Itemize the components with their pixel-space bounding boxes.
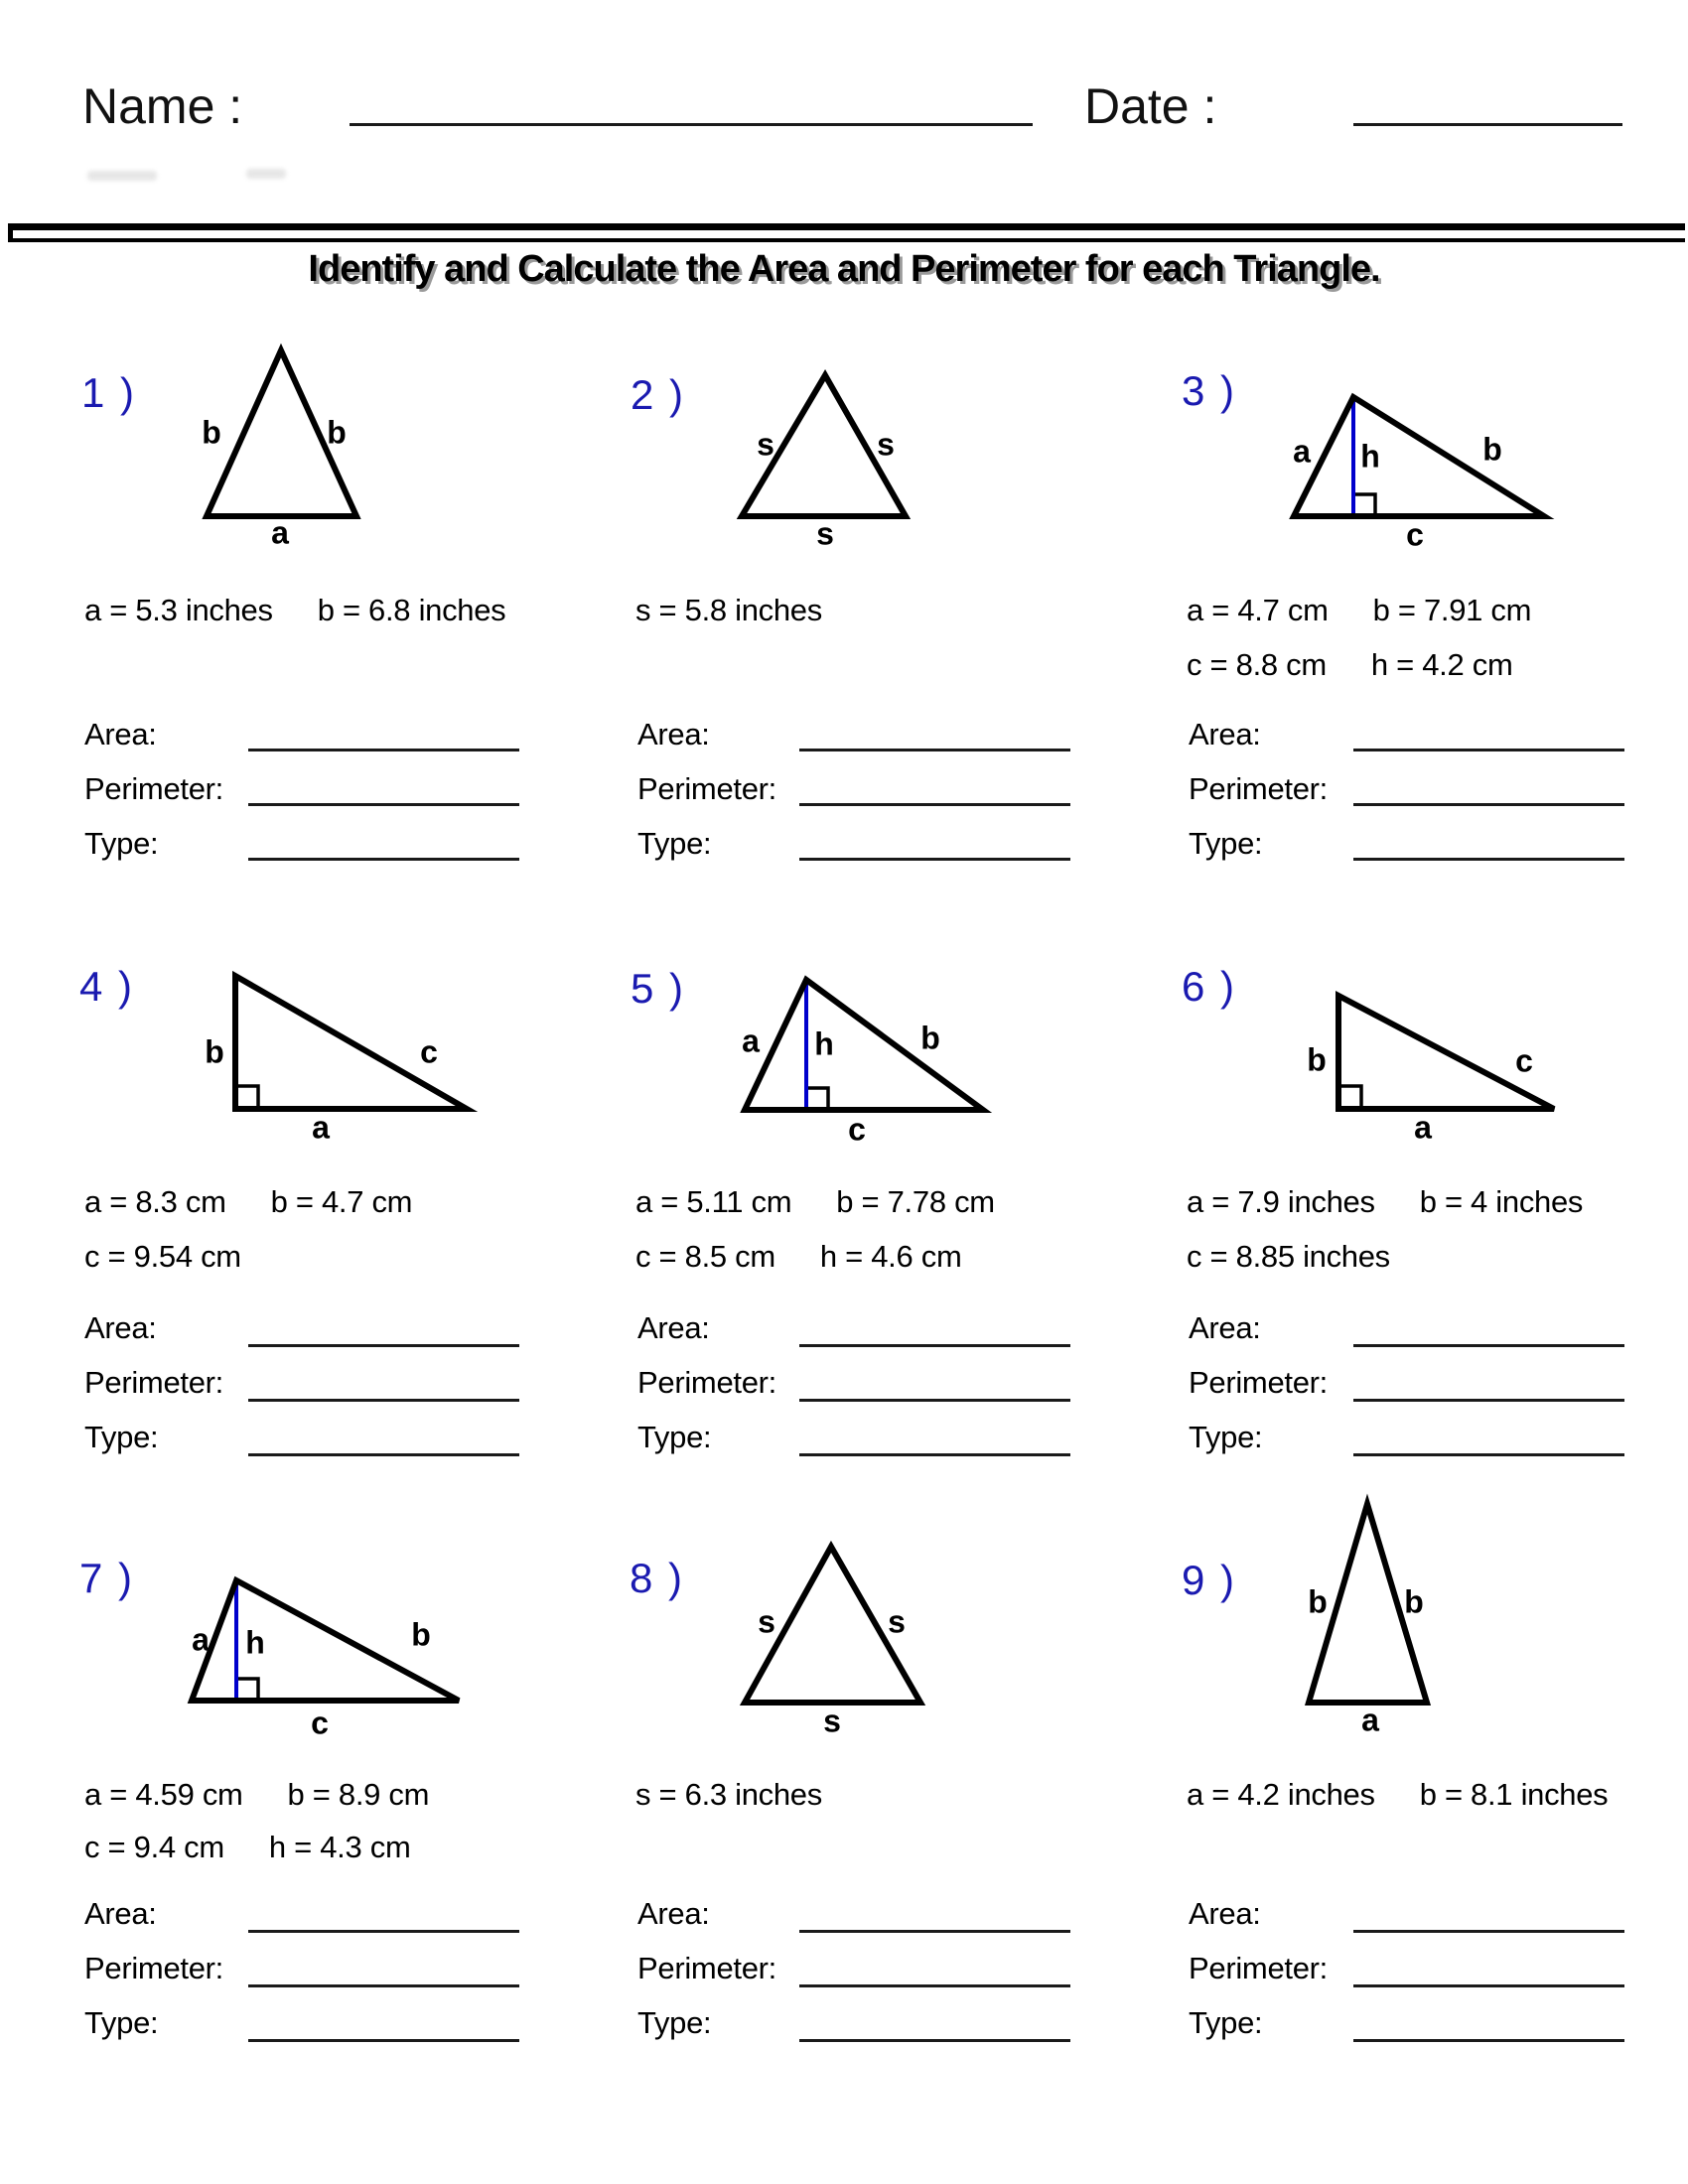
p1-type-line[interactable]: [248, 858, 519, 861]
problem-2-measurements: s = 5.8 inches: [635, 593, 822, 627]
triangle-4-right: [223, 961, 482, 1125]
problem-3-number: 3 ): [1182, 367, 1237, 414]
page-title: Identify and Calculate the Area and Perimeter for each Triangle.: [308, 248, 1380, 290]
problem-7-measurements-line1: a = 4.59 cm b = 8.9 cm: [84, 1777, 430, 1812]
triangle-6-hypotenuse-label: c: [1515, 1042, 1533, 1079]
p5-perimeter-line[interactable]: [799, 1399, 1070, 1402]
p6-area-label: Area:: [1189, 1310, 1261, 1345]
triangle-3-scalene: [1281, 382, 1564, 531]
problem-8-number: 8 ): [630, 1555, 685, 1601]
p1-type-label: Type:: [84, 826, 159, 861]
p2-area-line[interactable]: [799, 749, 1070, 751]
name-fill-line[interactable]: [350, 123, 1033, 126]
problem-5-measurements-line1: a = 5.11 cm b = 7.78 cm: [635, 1184, 995, 1219]
p2-type-line[interactable]: [799, 858, 1070, 861]
problem-2-number: 2 ): [631, 371, 686, 418]
triangle-5-height-label: h: [814, 1025, 834, 1062]
p8-type-line[interactable]: [799, 2039, 1070, 2042]
p3-area-label: Area:: [1189, 717, 1261, 751]
p3-perimeter-label: Perimeter:: [1189, 771, 1328, 806]
p5-area-label: Area:: [637, 1310, 710, 1345]
triangle-8-base-label: s: [823, 1703, 841, 1739]
p7-perimeter-line[interactable]: [248, 1984, 519, 1987]
problem-9-measurements: a = 4.2 inches b = 8.1 inches: [1187, 1777, 1609, 1812]
p7-area-line[interactable]: [248, 1930, 519, 1933]
problem-5-measurements-line2: c = 8.5 cm h = 4.6 cm: [635, 1239, 962, 1274]
problem-8-measurements: s = 6.3 inches: [635, 1777, 822, 1812]
triangle-9-right-label: b: [1404, 1583, 1424, 1620]
right-angle-mark: [806, 1088, 828, 1110]
problem-5-number: 5 ): [631, 965, 686, 1012]
right-angle-mark: [236, 1679, 258, 1701]
triangle-2-left-label: s: [757, 426, 774, 463]
date-fill-line[interactable]: [1353, 123, 1622, 126]
p4-type-label: Type:: [84, 1420, 159, 1454]
p4-type-line[interactable]: [248, 1453, 519, 1456]
triangle-3-height-label: h: [1360, 438, 1380, 475]
p3-type-label: Type:: [1189, 826, 1263, 861]
p2-perimeter-label: Perimeter:: [637, 771, 776, 806]
date-label: Date :: [1084, 78, 1217, 134]
triangle-7-right-label: b: [411, 1616, 431, 1653]
p9-perimeter-line[interactable]: [1353, 1984, 1624, 1987]
p9-type-label: Type:: [1189, 2005, 1263, 2040]
p1-perimeter-label: Perimeter:: [84, 771, 223, 806]
p7-type-label: Type:: [84, 2005, 159, 2040]
problem-6-measurements-line2: c = 8.85 inches: [1187, 1239, 1390, 1274]
triangle-9-base-label: a: [1361, 1702, 1379, 1738]
p7-perimeter-label: Perimeter:: [84, 1951, 223, 1985]
p8-area-label: Area:: [637, 1896, 710, 1931]
triangle-5-scalene: [733, 965, 996, 1126]
p6-perimeter-line[interactable]: [1353, 1399, 1624, 1402]
right-angle-mark: [1353, 494, 1375, 516]
p2-perimeter-line[interactable]: [799, 803, 1070, 806]
p1-area-label: Area:: [84, 717, 157, 751]
p6-area-line[interactable]: [1353, 1344, 1624, 1347]
triangle-3-base-label: c: [1406, 516, 1424, 553]
p3-type-line[interactable]: [1353, 858, 1624, 861]
p2-area-label: Area:: [637, 717, 710, 751]
p5-type-line[interactable]: [799, 1453, 1070, 1456]
p1-area-line[interactable]: [248, 749, 519, 751]
triangle-3-right-label: b: [1482, 431, 1502, 468]
p9-type-line[interactable]: [1353, 2039, 1624, 2042]
watermark-smudge: [87, 171, 157, 181]
p6-perimeter-label: Perimeter:: [1189, 1365, 1328, 1400]
p5-area-line[interactable]: [799, 1344, 1070, 1347]
p7-area-label: Area:: [84, 1896, 157, 1931]
p5-type-label: Type:: [637, 1420, 712, 1454]
p9-area-line[interactable]: [1353, 1930, 1624, 1933]
p1-perimeter-line[interactable]: [248, 803, 519, 806]
p5-perimeter-label: Perimeter:: [637, 1365, 776, 1400]
triangle-5-base-label: c: [848, 1111, 866, 1148]
triangle-2-right-label: s: [877, 426, 895, 463]
problem-6-number: 6 ): [1182, 963, 1237, 1010]
triangle-4-hypotenuse-label: c: [420, 1033, 438, 1070]
problem-3-measurements-line2: c = 8.8 cm h = 4.2 cm: [1187, 647, 1513, 682]
p8-area-line[interactable]: [799, 1930, 1070, 1933]
triangle-7-height-label: h: [245, 1624, 265, 1661]
triangle-3-left-label: a: [1293, 433, 1311, 470]
triangle-7-base-label: c: [311, 1705, 329, 1741]
p4-area-line[interactable]: [248, 1344, 519, 1347]
triangle-8-left-label: s: [758, 1603, 775, 1640]
problem-7-measurements-line2: c = 9.4 cm h = 4.3 cm: [84, 1830, 411, 1864]
problem-4-measurements-line2: c = 9.54 cm: [84, 1239, 241, 1274]
p9-area-label: Area:: [1189, 1896, 1261, 1931]
triangle-1-left-label: b: [202, 414, 221, 451]
triangle-5-left-label: a: [742, 1023, 760, 1059]
p3-area-line[interactable]: [1353, 749, 1624, 751]
p9-perimeter-label: Perimeter:: [1189, 1951, 1328, 1985]
p4-area-label: Area:: [84, 1310, 157, 1345]
triangle-2-base-label: s: [816, 515, 834, 552]
triangle-7-left-label: a: [192, 1621, 210, 1658]
problem-3-measurements-line1: a = 4.7 cm b = 7.91 cm: [1187, 593, 1532, 627]
p8-type-label: Type:: [637, 2005, 712, 2040]
problem-4-number: 4 ): [79, 963, 135, 1010]
problem-9-number: 9 ): [1182, 1557, 1237, 1603]
triangle-5-right-label: b: [920, 1020, 940, 1056]
p8-perimeter-line[interactable]: [799, 1984, 1070, 1987]
triangle-4-base-label: a: [312, 1109, 330, 1146]
problem-4-measurements-line1: a = 8.3 cm b = 4.7 cm: [84, 1184, 413, 1219]
right-angle-mark: [235, 1086, 258, 1109]
triangle-6-left-label: b: [1307, 1041, 1327, 1078]
triangle-4-left-label: b: [205, 1033, 224, 1070]
triangle-6-base-label: a: [1414, 1109, 1432, 1146]
triangle-1-base-label: a: [271, 514, 289, 551]
right-angle-mark: [1338, 1086, 1361, 1109]
triangle-9-left-label: b: [1308, 1583, 1328, 1620]
name-label: Name :: [82, 78, 243, 134]
p7-type-line[interactable]: [248, 2039, 519, 2042]
problem-7-number: 7 ): [79, 1555, 135, 1601]
triangle-1-right-label: b: [327, 414, 347, 451]
watermark-smudge: [246, 169, 286, 179]
triangle-8-right-label: s: [888, 1603, 906, 1640]
problem-1-measurements: a = 5.3 inches b = 6.8 inches: [84, 593, 506, 627]
p2-type-label: Type:: [637, 826, 712, 861]
problem-1-number: 1 ): [81, 369, 137, 416]
p6-type-label: Type:: [1189, 1420, 1263, 1454]
p6-type-line[interactable]: [1353, 1453, 1624, 1456]
p4-perimeter-line[interactable]: [248, 1399, 519, 1402]
problem-6-measurements-line1: a = 7.9 inches b = 4 inches: [1187, 1184, 1584, 1219]
triangle-6-right: [1327, 981, 1570, 1125]
p3-perimeter-line[interactable]: [1353, 803, 1624, 806]
p4-perimeter-label: Perimeter:: [84, 1365, 223, 1400]
double-rule: [8, 223, 1685, 242]
p8-perimeter-label: Perimeter:: [637, 1951, 776, 1985]
